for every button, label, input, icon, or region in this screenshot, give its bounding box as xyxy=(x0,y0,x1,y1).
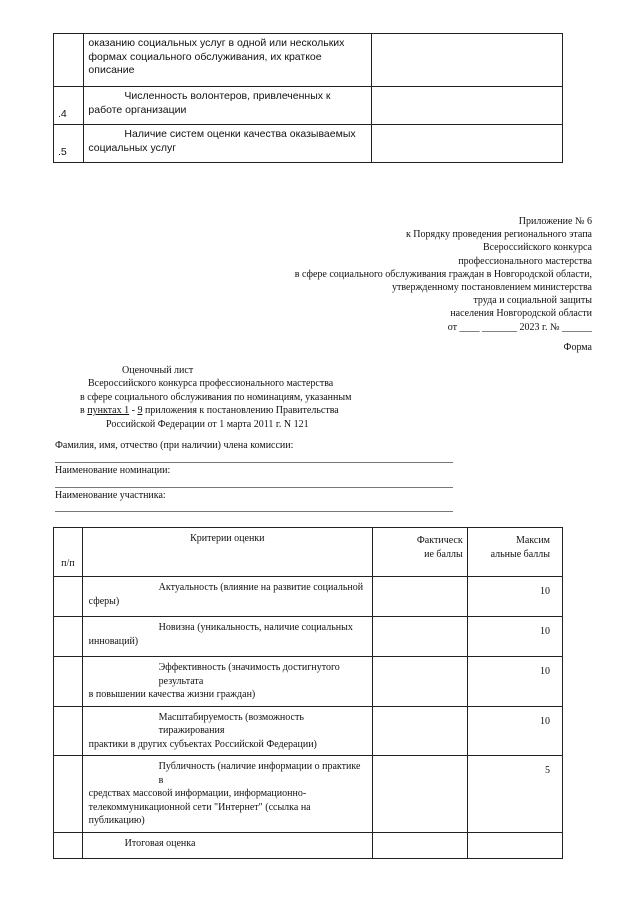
row-text: Наличие систем оценки качества оказываемых социальных услуг xyxy=(84,125,372,163)
row-number-cell xyxy=(54,756,83,833)
actual-score-cell[interactable] xyxy=(372,577,467,617)
total-max-cell xyxy=(467,832,562,858)
table-row xyxy=(54,577,563,617)
row-value-cell[interactable] xyxy=(372,34,563,87)
max-score: 5 xyxy=(467,756,562,833)
row-text: Численность волонтеров, привлеченных к работе организации xyxy=(84,87,372,125)
row-number-cell xyxy=(54,706,83,756)
table-row xyxy=(54,706,563,756)
header-max: Максим альные баллы xyxy=(467,528,562,577)
actual-score-cell[interactable] xyxy=(372,706,467,756)
actual-score-cell[interactable] xyxy=(372,617,467,657)
table-row xyxy=(54,125,563,163)
row-number xyxy=(54,34,84,87)
row-value-cell[interactable] xyxy=(372,125,563,163)
commission-member-line[interactable] xyxy=(55,462,453,463)
document-title: Оценочный лист Всероссийского конкурса профессионального мастерства в сфере социального обслуживания по номинациям, указанным в пунктах 1 - 9 приложения к постановлению Правительства Российской Федерации от 1 марта 2011 г. N 121 xyxy=(80,365,352,430)
header-number: п/п xyxy=(54,528,83,577)
total-label: Итоговая оценка xyxy=(82,832,372,858)
table-row xyxy=(54,657,563,707)
commission-member-label: Фамилия, имя, отчество (при наличии) члена комиссии: xyxy=(55,440,294,451)
row-value-cell[interactable] xyxy=(372,87,563,125)
total-actual-cell[interactable] xyxy=(372,832,467,858)
row-number: .4 xyxy=(54,87,84,125)
criteria-table xyxy=(53,527,563,859)
table-row xyxy=(54,87,563,125)
link-points-1[interactable]: пунктах 1 xyxy=(87,405,130,417)
table-row xyxy=(54,756,563,833)
criterion-text: Эффективность (значимость достигнутого результата в повышении качества жизни граждан) xyxy=(82,657,372,707)
nomination-label: Наименование номинации: xyxy=(55,465,171,476)
max-score: 10 xyxy=(467,577,562,617)
row-number-cell xyxy=(54,577,83,617)
max-score: 10 xyxy=(467,706,562,756)
top-table xyxy=(53,33,563,163)
header-actual: Фактическ ие баллы xyxy=(372,528,467,577)
link-points-9[interactable]: 9 xyxy=(137,405,143,417)
criterion-text: Масштабируемость (возможность тиражирования практики в других субъектах Российской Федерации) xyxy=(82,706,372,756)
criterion-text: Актуальность (влияние на развитие социальной сферы) xyxy=(82,577,372,617)
header-criteria: Критерии оценки xyxy=(82,528,372,577)
actual-score-cell[interactable] xyxy=(372,657,467,707)
row-number-cell xyxy=(54,617,83,657)
row-number-cell xyxy=(54,657,83,707)
nomination-line[interactable] xyxy=(55,487,453,488)
max-score: 10 xyxy=(467,617,562,657)
table-header-row xyxy=(54,528,563,577)
actual-score-cell[interactable] xyxy=(372,756,467,833)
criterion-text: Новизна (уникальность, наличие социальных инноваций) xyxy=(82,617,372,657)
max-score: 10 xyxy=(467,657,562,707)
criterion-text: Публичность (наличие информации о практике в средствах массовой информации, информационно- телекоммуникационной сети "Интернет" (ссылка на публикацию) xyxy=(82,756,372,833)
form-label: Форма xyxy=(563,342,592,353)
row-number: .5 xyxy=(54,125,84,163)
participant-line[interactable] xyxy=(55,511,453,512)
table-row xyxy=(54,34,563,87)
appendix-header: Приложение № 6 к Порядку проведения регионального этапа Всероссийского конкурса профессионального мастерства в сфере социального обслуживания граждан в Новгородской области, утвержденному постановлением министерства труда и социальной защиты населения Новгородской области от ____ _______ 2023 г. № ______ xyxy=(294,216,592,333)
table-row xyxy=(54,617,563,657)
participant-label: Наименование участника: xyxy=(55,490,166,501)
table-row-total xyxy=(54,832,563,858)
row-number-cell xyxy=(54,832,83,858)
row-text: оказанию социальных услуг в одной или нескольких формах социального обслуживания, их краткое описание xyxy=(84,34,372,87)
